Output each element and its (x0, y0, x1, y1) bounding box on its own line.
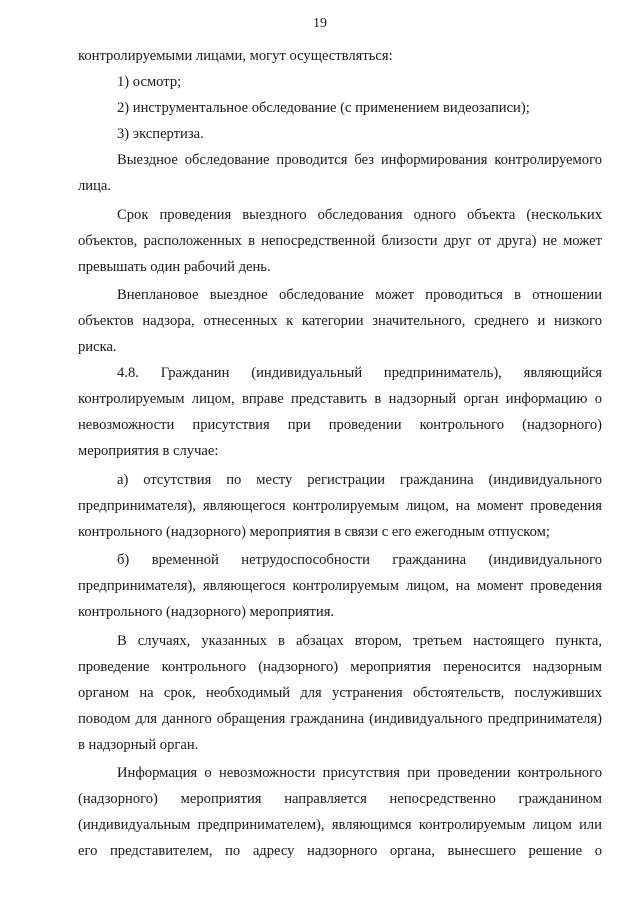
list-item-expertise: 3) экспертиза. (117, 126, 204, 142)
page-number: 19 (313, 16, 327, 31)
paragraph-section-4-8: 4.8. Гражданин (индивидуальный предприниматель), являющийся контролируемым лицом, вправе представить в надзорный орган информацию о невозможности присутствия при проведении контрольного (надзорного) мероприятия в случае: (78, 365, 602, 459)
paragraph-continuation: контролируемыми лицами, могут осуществляться: (78, 48, 393, 64)
document-body (78, 43, 602, 864)
paragraph-information-submission: Информация о невозможности присутствия при проведении контрольного (надзорного) мероприятия направляется непосредственно гражданином (индивидуальным предпринимателем), являющимся контролируемым лицом или его представителем, по адресу надзорного органа, вынесшего решение о (78, 765, 602, 859)
paragraph-unscheduled-survey: Внеплановое выездное обследование может проводиться в отношении объектов надзора, отнесенных к категории значительного, среднего и низкого риска. (78, 287, 602, 355)
paragraph-field-survey-notice: Выездное обследование проводится без информирования контролируемого лица. (78, 152, 602, 194)
list-item-instrumental-survey: 2) инструментальное обследование (с применением видеозаписи); (117, 100, 530, 116)
list-item-b-disability: б) временной нетрудоспособности гражданина (индивидуального предпринимателя), являющегося контролируемым лицом, на момент проведения контрольного (надзорного) мероприятия. (78, 552, 602, 620)
list-item-inspection: 1) осмотр; (117, 74, 182, 90)
list-item-a-absence: а) отсутствия по месту регистрации гражданина (индивидуального предпринимателя), являющегося контролируемым лицом, на момент проведения контрольного (надзорного) мероприятия в связи с его ежегодным отпуском; (78, 471, 602, 540)
paragraph-field-survey-term: Срок проведения выездного обследования одного объекта (нескольких объектов, расположенных в непосредственной близости друг от друга) не может превышать один рабочий день. (78, 206, 602, 275)
paragraph-postponement: В случаях, указанных в абзацах втором, третьем настоящего пункта, проведение контрольного (надзорного) мероприятия переносится надзорным органом на срок, необходимый для устранения обстоятельств, послуживших поводом для данного обращения гражданина (индивидуального предпринимателя) в надзорный орган. (78, 632, 602, 753)
